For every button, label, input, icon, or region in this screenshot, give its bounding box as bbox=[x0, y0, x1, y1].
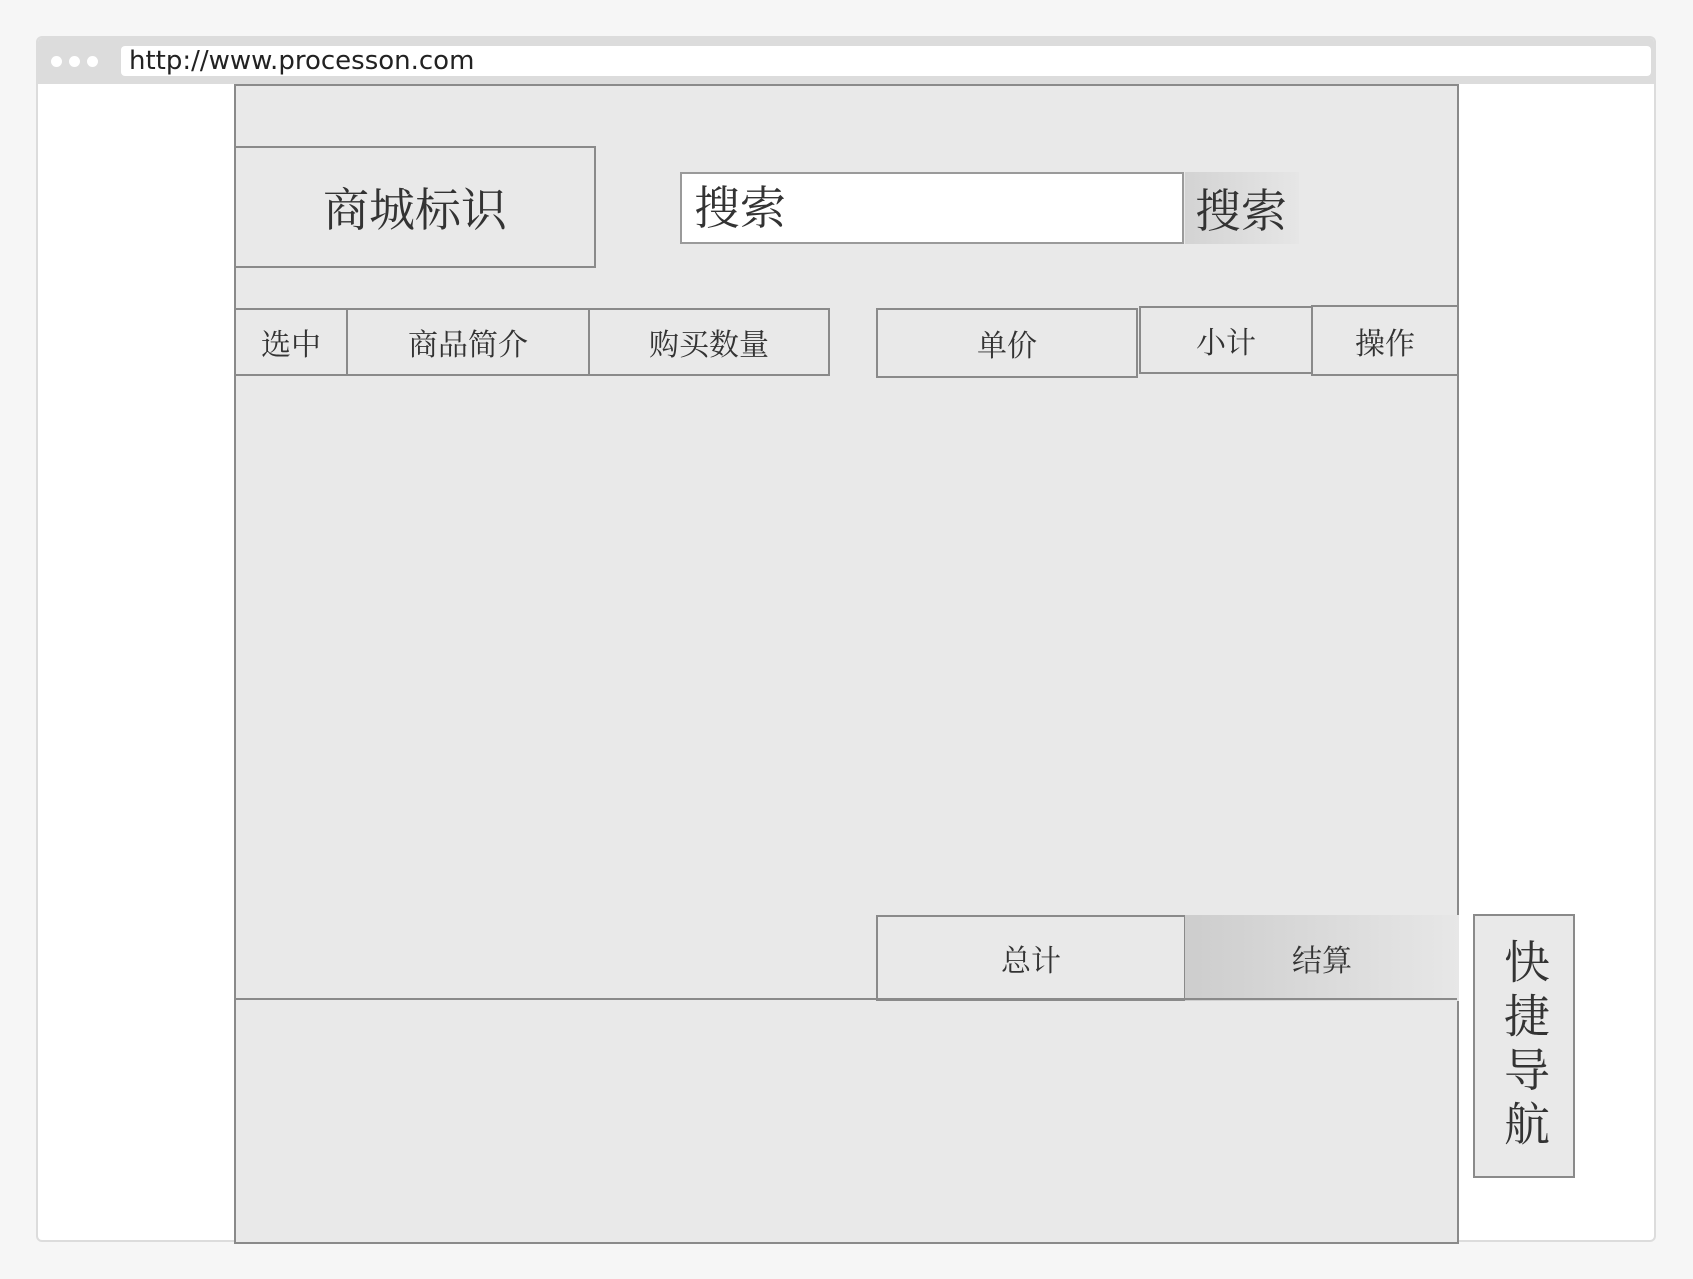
checkout-button[interactable]: 结算 bbox=[1185, 915, 1459, 1001]
address-bar[interactable]: http://www.processon.com bbox=[121, 46, 1651, 76]
store-logo[interactable]: 商城标识 bbox=[234, 146, 596, 268]
quick-nav-label: 快捷导航 bbox=[1497, 938, 1551, 1154]
window-dot-icon[interactable] bbox=[87, 56, 98, 67]
column-header-select: 选中 bbox=[234, 308, 348, 376]
window-dot-icon[interactable] bbox=[51, 56, 62, 67]
column-header-subtotal: 小计 bbox=[1139, 306, 1313, 374]
total-label: 总计 bbox=[876, 915, 1186, 1001]
column-header-unit-price: 单价 bbox=[876, 308, 1138, 378]
search-button[interactable]: 搜索 bbox=[1185, 172, 1299, 244]
quick-nav-button[interactable] bbox=[1473, 914, 1575, 1178]
footer-divider bbox=[236, 998, 1457, 1000]
column-header-actions: 操作 bbox=[1311, 305, 1459, 376]
search-input[interactable] bbox=[680, 172, 1184, 244]
column-header-quantity: 购买数量 bbox=[588, 308, 830, 376]
browser-titlebar bbox=[38, 38, 1654, 84]
column-header-product-info: 商品简介 bbox=[346, 308, 590, 376]
page-content bbox=[234, 84, 1459, 1244]
window-dot-icon[interactable] bbox=[69, 56, 80, 67]
window-controls bbox=[51, 56, 98, 67]
